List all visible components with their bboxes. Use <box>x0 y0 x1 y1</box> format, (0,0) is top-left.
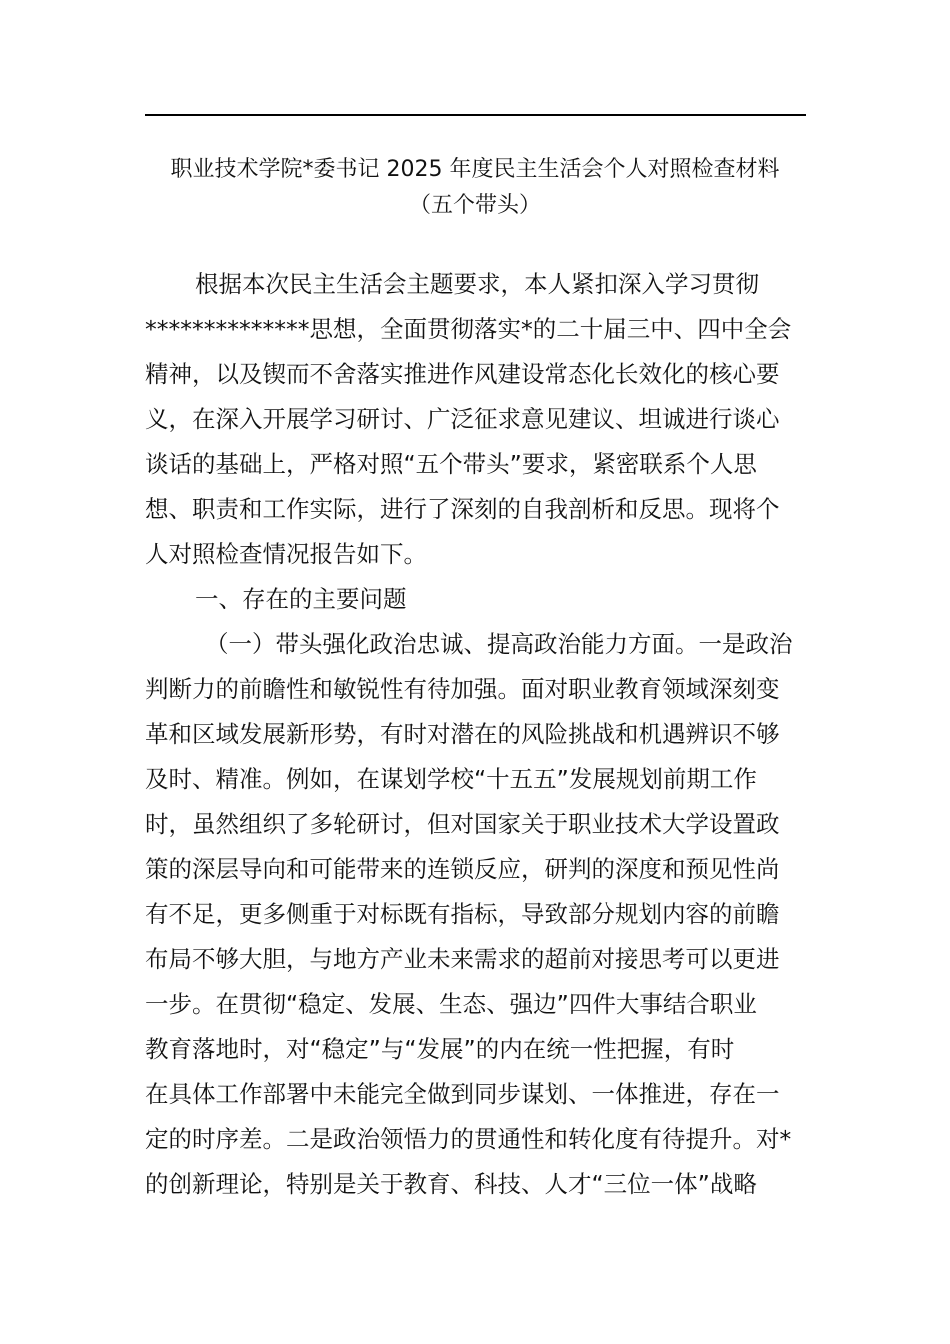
paragraph-line: 根据本次民主生活会主题要求，本人紧扣深入学习贯彻 <box>195 270 759 298</box>
section-heading: 一、存在的主要问题 <box>195 585 407 613</box>
paragraph-line: 策的深层导向和可能带来的连锁反应，研判的深度和预见性尚 <box>145 855 780 883</box>
paragraph-line: 谈话的基础上，严格对照“五个带头”要求，紧密联系个人思 <box>145 450 757 478</box>
paragraph-line: 布局不够大胆，与地方产业未来需求的超前对接思考可以更进 <box>145 945 780 973</box>
paragraph-line: 有不足，更多侧重于对标既有指标，导致部分规划内容的前瞻 <box>145 900 780 928</box>
document-body <box>145 262 806 1207</box>
paragraph-line: 判断力的前瞻性和敏锐性有待加强。面对职业教育领域深刻变 <box>145 675 780 703</box>
paragraph-line: 时，虽然组织了多轮研讨，但对国家关于职业技术大学设置政 <box>145 810 780 838</box>
paragraph-line: （一）带头强化政治忠诚、提高政治能力方面。一是政治 <box>205 630 793 658</box>
paragraph-line: 的创新理论，特别是关于教育、科技、人才“三位一体”战略 <box>145 1170 757 1198</box>
paragraph-line: 革和区域发展新形势，有时对潜在的风险挑战和机遇辨识不够 <box>145 720 780 748</box>
paragraph-line: **************思想，全面贯彻落实*的二十届三中、四中全会 <box>145 315 792 343</box>
paragraph-line: 想、职责和工作实际，进行了深刻的自我剖析和反思。现将个 <box>145 495 780 523</box>
paragraph-line: 教育落地时，对“稳定”与“发展”的内在统一性把握，有时 <box>145 1035 735 1063</box>
paragraph-line: 定的时序差。二是政治领悟力的贯通性和转化度有待提升。对* <box>145 1125 792 1153</box>
paragraph-line: 及时、精准。例如，在谋划学校“十五五”发展规划前期工作 <box>145 765 757 793</box>
title-line: 职业技术学院*委书记 2025 年度民主生活会个人对照检查材料 <box>170 157 780 182</box>
title-line: （五个带头） <box>408 193 541 218</box>
paragraph-line: 义，在深入开展学习研讨、广泛征求意见建议、坦诚进行谈心 <box>145 405 780 433</box>
document-title <box>120 152 830 224</box>
paragraph-line: 精神，以及锲而不舍落实推进作风建设常态化长效化的核心要 <box>145 360 780 388</box>
paragraph-line: 人对照检查情况报告如下。 <box>145 540 427 568</box>
header-rule <box>145 114 806 116</box>
paragraph-line: 一步。在贯彻“稳定、发展、生态、强边”四件大事结合职业 <box>145 990 757 1018</box>
paragraph-line: 在具体工作部署中未能完全做到同步谋划、一体推进，存在一 <box>145 1080 780 1108</box>
